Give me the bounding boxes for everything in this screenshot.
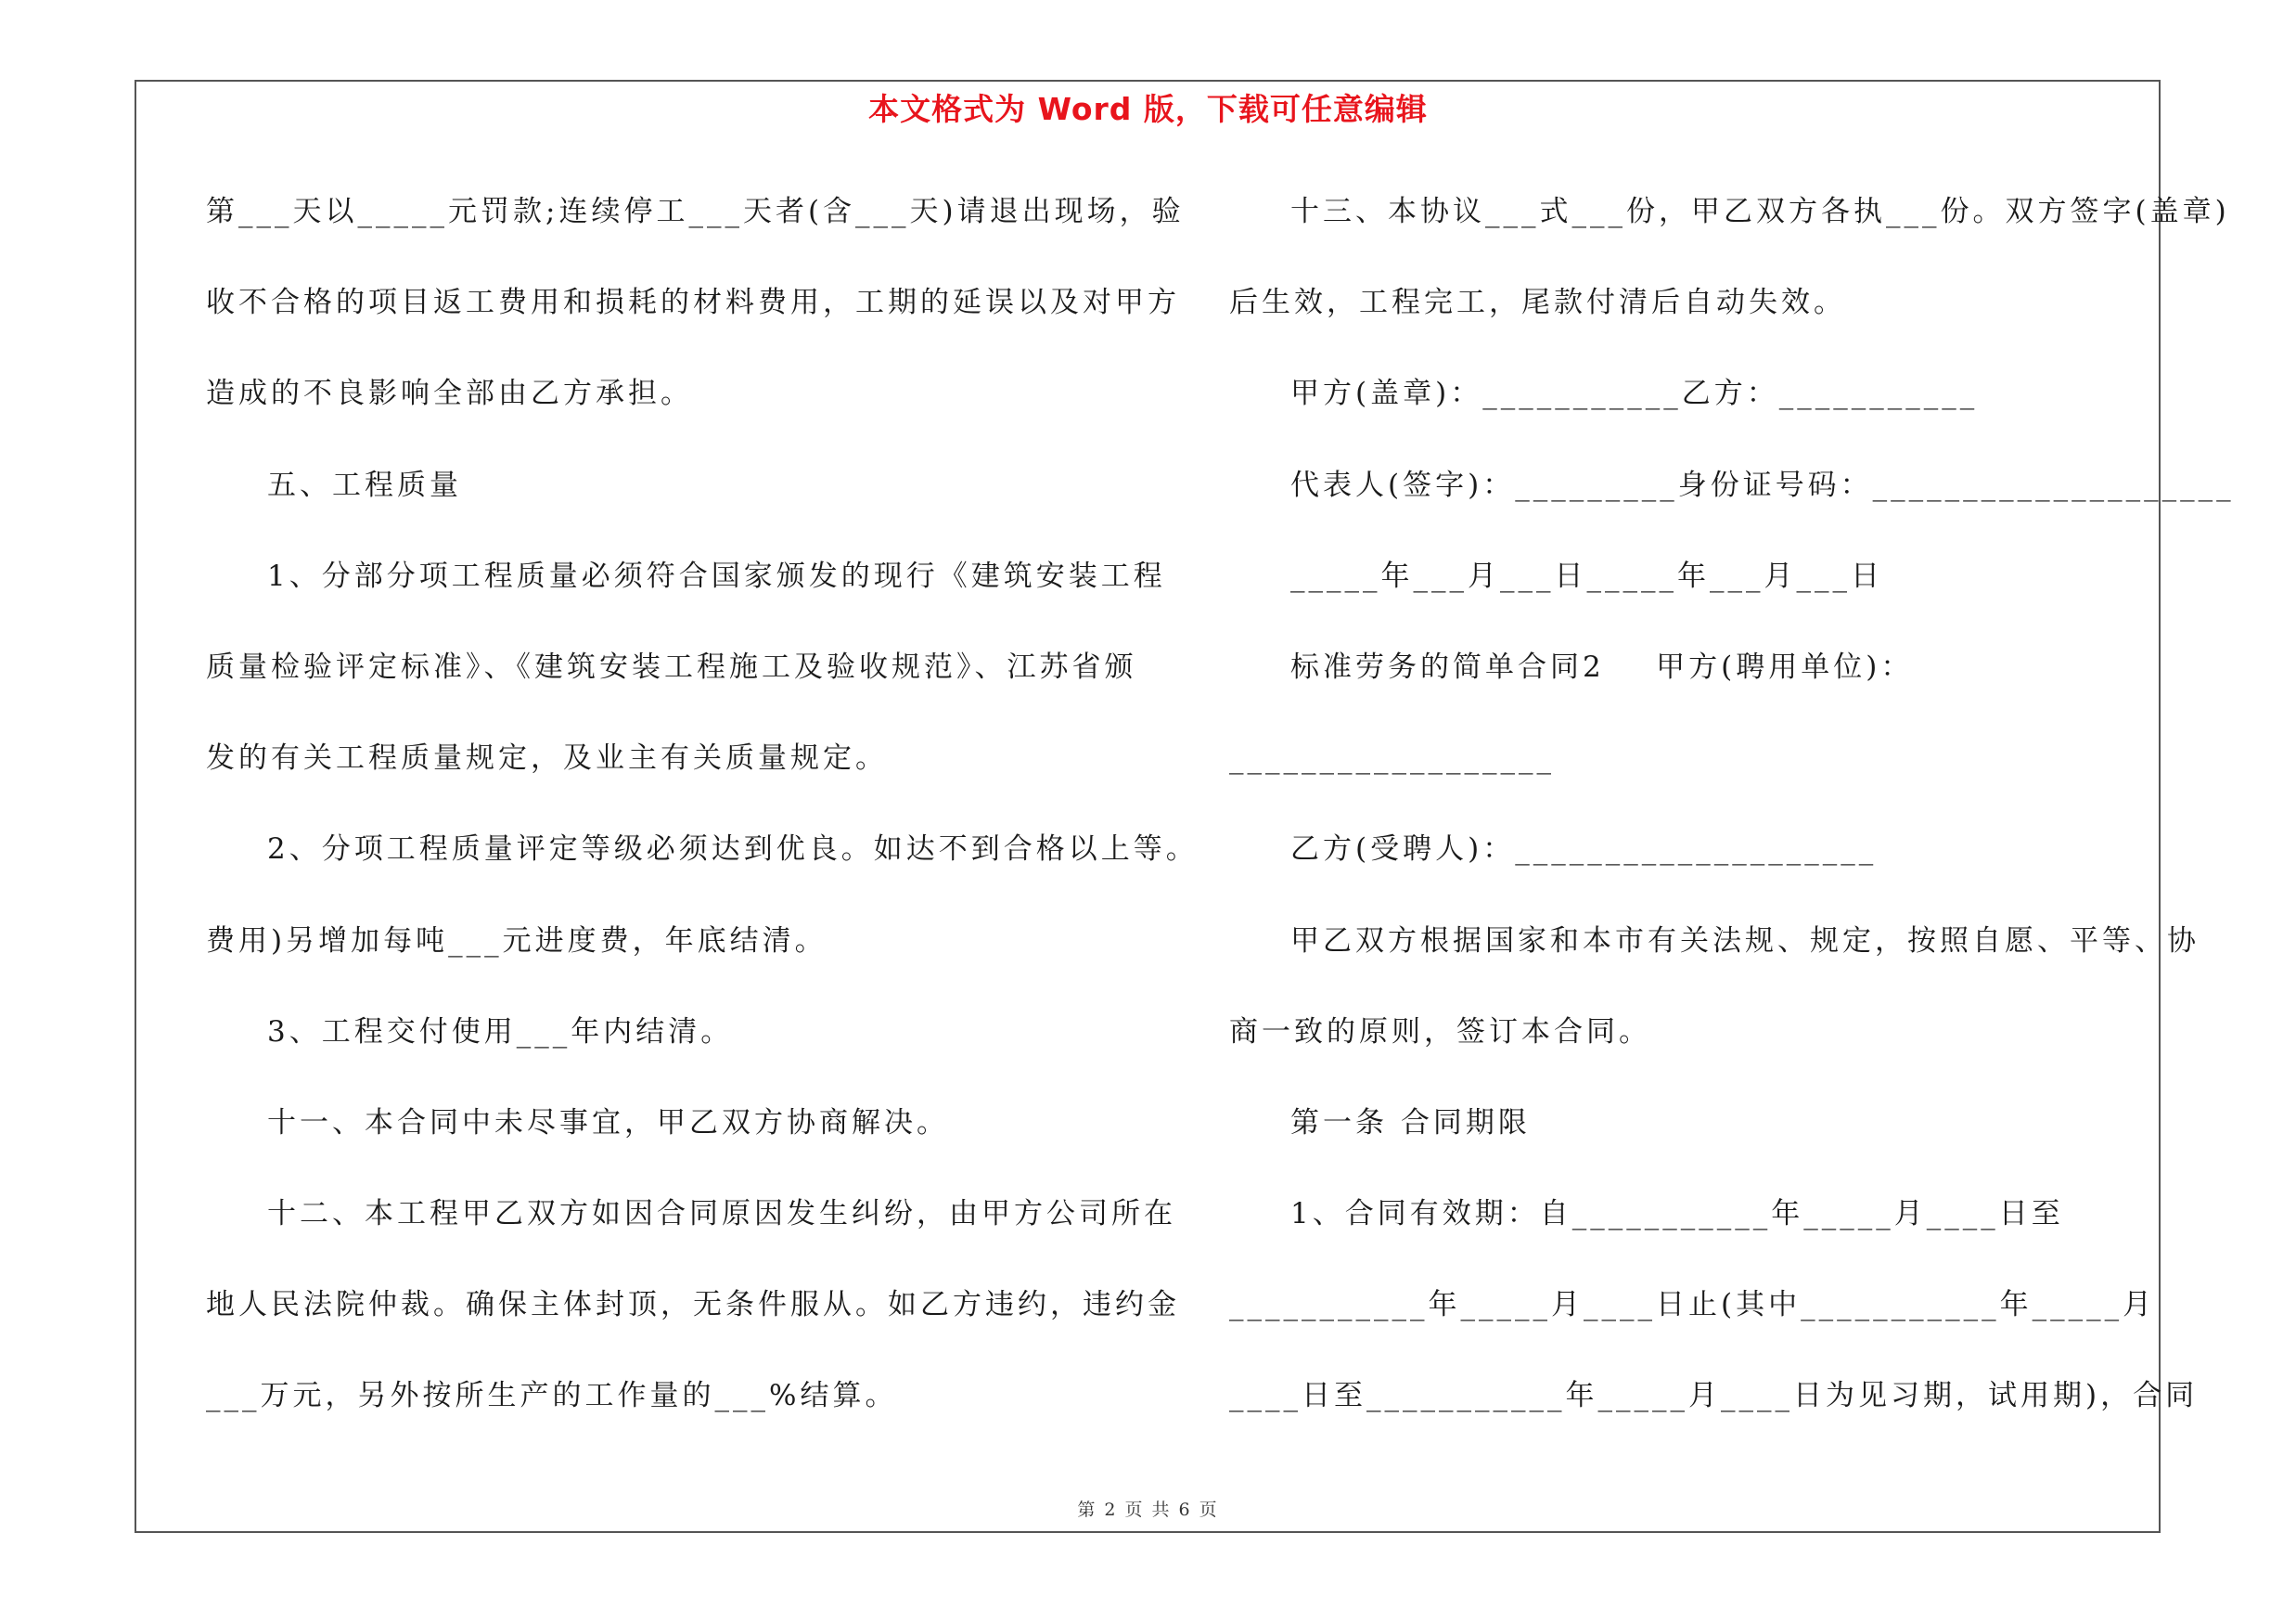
page-number-footer: 第 2 页 共 6 页 xyxy=(1077,1500,1219,1520)
text-line: 2、分项工程质量评定等级必须达到优良。如达不到合格以上等。 xyxy=(267,832,1199,867)
text-line: ___万元，另外按所生产的工作量的___%结算。 xyxy=(206,1379,898,1413)
text-line: 1、合同有效期：自___________年_____月____日至 xyxy=(1290,1197,2064,1231)
text-line: 第___天以_____元罚款;连续停工___天者(含___天)请退出现场，验 xyxy=(206,195,1185,228)
text-line: 收不合格的项目返工费用和损耗的材料费用，工期的延误以及对甲方 xyxy=(206,286,1180,320)
text-line: 费用)另增加每吨___元进度费，年底结清。 xyxy=(206,923,827,958)
text-line: ____日至___________年_____月____日为见习期，试用期)，合同 xyxy=(1229,1379,2199,1413)
text-line: 地人民法院仲裁。确保主体封顶，无条件服从。如乙方违约，违约金 xyxy=(206,1288,1180,1322)
right-column xyxy=(1229,182,2235,1458)
text-line: 代表人(签字)：_________身份证号码：____________________ xyxy=(1290,468,2235,502)
text-line: __________________ xyxy=(1229,741,1555,776)
text-line: 商一致的原则，签订本合同。 xyxy=(1229,1014,1651,1049)
text-line: 1、分部分项工程质量必须符合国家颁发的现行《建筑安装工程 xyxy=(267,559,1166,593)
text-line: 质量检验评定标准》、《建筑安装工程施工及验收规范》、江苏省颁 xyxy=(206,650,1137,684)
text-line: _____年___月___日_____年___月___日 xyxy=(1290,559,1883,593)
text-line: ___________年_____月____日止(其中___________年_____月 xyxy=(1229,1288,2156,1322)
text-line: 十二、本工程甲乙双方如因合同原因发生纠纷，由甲方公司所在 xyxy=(267,1197,1176,1231)
text-line: 十一、本合同中未尽事宜，甲乙双方协商解决。 xyxy=(267,1105,949,1140)
text-line: 五、工程质量 xyxy=(267,468,462,502)
text-line: 发的有关工程质量规定，及业主有关质量规定。 xyxy=(206,741,888,776)
format-banner: 本文格式为 Word 版，下载可任意编辑 xyxy=(868,91,1428,127)
left-column xyxy=(206,182,1199,1458)
text-line: 十三、本协议___式___份，甲乙双方各执___份。双方签字(盖章) xyxy=(1290,195,2230,228)
text-line: 3、工程交付使用___年内结清。 xyxy=(267,1014,734,1049)
text-line: 标准劳务的简单合同2 甲方(聘用单位)： xyxy=(1290,650,1914,684)
text-line: 后生效，工程完工，尾款付清后自动失效。 xyxy=(1229,286,1846,320)
text-line: 乙方(受聘人)：____________________ xyxy=(1290,832,1878,867)
text-line: 第一条 合同期限 xyxy=(1290,1105,1531,1140)
text-line: 造成的不良影响全部由乙方承担。 xyxy=(206,377,693,411)
text-line: 甲乙双方根据国家和本市有关法规、规定，按照自愿、平等、协 xyxy=(1290,923,2200,958)
text-line: 甲方(盖章)：___________乙方：___________ xyxy=(1290,377,1979,411)
